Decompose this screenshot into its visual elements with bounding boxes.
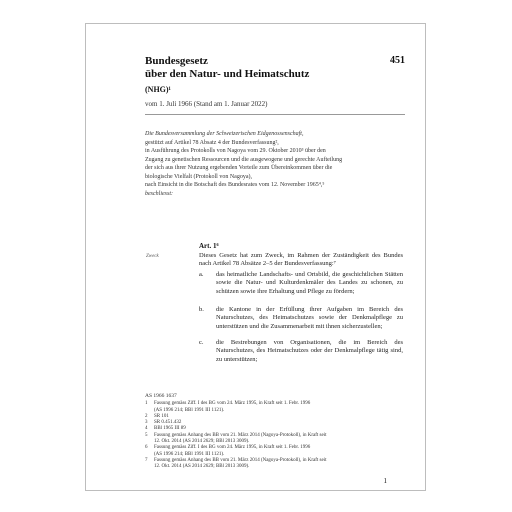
footnote-text: Fassung gemäss Ziff. I des BG vom 24. März 1995, in Kraft seit 1. Febr. 1996 (154, 401, 311, 407)
item-text: die Bestrebungen von Organisationen, die im Bereich des Naturschutzes, des Heimatschutzes oder der Denkmalpflege tätig sind, zu unterstützen; (216, 339, 403, 363)
title-line-2: über den Natur- und Heimatschutz (145, 68, 310, 80)
item-letter: c. (199, 339, 204, 346)
item-text: die Kantone in der Erfüllung ihrer Aufgaben im Bereich des Naturschutzes, des Heimatschutzes sowie der Denkmalpflege zu unterstützen und die Zusammenarbeit mit ihnen sicherzustellen; (216, 306, 403, 330)
footnote-text: BBl 1965 III 89 (154, 426, 186, 432)
footnote-number: 6 (145, 445, 148, 451)
article-heading: Art. 1⁶ (199, 242, 219, 250)
preamble-line: Zugang zu genetischen Ressourcen und die ausgewogene und gerechte Aufteilung (145, 156, 343, 163)
preamble-line: biologische Vielfalt (Protokoll von Nagoya), (145, 173, 253, 180)
footnote-number: 2 (145, 413, 148, 419)
preamble (145, 130, 400, 198)
footnote-text: Fassung gemäss Anhang des BB vom 21. März 2014 (Nagoya-Protokoll), in Kraft seit (154, 432, 327, 438)
footnote-number: 5 (145, 432, 148, 438)
footnote-number (145, 464, 151, 470)
footnote-number: 3 (145, 420, 148, 426)
preamble-line: in Ausführung des Protokolls von Nagoya vom 29. Oktober 2010³ über den (145, 148, 326, 154)
footnote-number: 7 (145, 457, 148, 463)
page-number: 1 (383, 477, 387, 485)
title-abbreviation: (NHG)¹ (145, 85, 171, 94)
sr-number: 451 (390, 55, 405, 66)
title-line-1: Bundesgesetz (145, 55, 208, 67)
preamble-line: nach Einsicht in die Botschaft des Bundesrates vom 12. November 1965⁴,⁵ (145, 182, 325, 188)
date-line: vom 1. Juli 1966 (Stand am 1. Januar 2022) (145, 100, 268, 108)
footnotes (145, 393, 407, 471)
preamble-line: Die Bundesversammlung der Schweizerischen Eidgenossenschaft, (145, 131, 304, 137)
preamble-line: gestützt auf Artikel 78 Absatz 4 der Bundesverfassung², (145, 139, 279, 146)
article-intro: Dieses Gesetz hat zum Zweck, im Rahmen der Zuständigkeit des Bundes nach Artikel 78 Absätze 2–5 der Bundesverfassung:⁷ (199, 252, 403, 268)
footnote-number: 4 (145, 426, 148, 432)
preamble-line: der sich aus ihrer Nutzung ergebenden Vorteile zum Übereinkommen über die (145, 165, 333, 171)
divider (145, 114, 405, 115)
footnote-text: 12. Okt. 2014 (AS 2014 2629; BBl 2013 3009). (154, 464, 250, 470)
footnote-text: Fassung gemäss Ziff. I des BG vom 24. März 1995, in Kraft seit 1. Febr. 1996 (154, 445, 311, 451)
source-reference: AS 1966 1637 (145, 393, 177, 399)
item-letter: a. (199, 271, 204, 278)
footnote-text: SR 0.451.432 (154, 420, 182, 426)
item-text: das heimatliche Landschafts- und Ortsbild, die geschichtlichen Stätten sowie die Natur- und Kulturdenkmäler des Landes zu schonen, zu schützen sowie ihre Erhaltung und Pflege zu fördern; (216, 271, 403, 295)
margin-label: Zweck (146, 254, 159, 259)
preamble-line: beschliesst: (145, 190, 173, 197)
footnote-text: (AS 1996 214; BBl 1991 III 1121). (154, 407, 225, 413)
footnote-text: SR 101 (154, 413, 169, 419)
footnote-text: (AS 1996 214; BBl 1991 III 1121). (154, 451, 225, 457)
item-letter: b. (199, 306, 204, 313)
law-title (145, 55, 309, 96)
footnote-number: 1 (145, 401, 148, 407)
footnote-text: 12. Okt. 2014 (AS 2014 2629; BBl 2013 3009). (154, 439, 250, 445)
footnote (145, 464, 407, 470)
document-page (85, 23, 426, 491)
footnote-text: Fassung gemäss Anhang des BB vom 21. März 2014 (Nagoya-Protokoll), in Kraft seit (154, 457, 327, 463)
